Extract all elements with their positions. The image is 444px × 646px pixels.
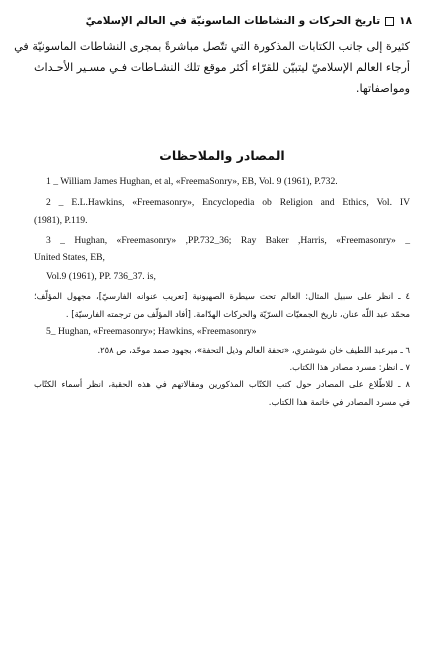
reference-8: ٨ ـ للاطّلاع على المصادر حول كتب الكتّاب المذكورين ومقالاتهم في هذه الحقبة، انظر أسماء الكتّاب	[34, 379, 410, 389]
running-title: تاريخ الحركات و النشاطات الماسونيّة في العالم الإسلاميّ	[85, 15, 381, 27]
reference-1: 1 _ William James Hughan, et al, «FreemaSonry», EB, Vol. 9 (1961), P.732.	[46, 176, 338, 187]
reference-4-cont: محمّد عبد اللّه عنان، تاريخ الجمعيّات السرّيّة والحركات الهدّامة. [أفاد المؤلّف من ترجمته الفارسيّة] .	[65, 309, 410, 319]
intro-line: كثيرة إلى جانب الكتابات المذكورة التي تتّصل مباشرةً بمجرى النشاطات الماسونيّة في	[14, 40, 410, 53]
reference-6: ٦ ـ ميرعبد اللطيف خان شوشتري، «تحفة العالم وذيل التحفة»، بجهود صمد موحّد، ص ٢٥٨.	[97, 345, 410, 355]
reference-3: 3 _ Hughan, «Freemasonry» ,PP.732_36; Ray Baker ,Harris, «Freemasonry» _	[46, 235, 410, 246]
reference-7: ٧ ـ انظر: مسرد مصادر هذا الكتاب.	[289, 362, 410, 372]
reference-5: 5_ Hughan, «Freemasonry»; Hawkins, «Freemasonry»	[46, 326, 257, 337]
reference-4: ٤ ـ انظر على سبيل المثال: العالم تحت سيطرة الصهيونية [تعريب عنوانه الفارسيّ]، مجهول المؤلّف؛	[34, 291, 410, 301]
running-header	[32, 12, 412, 30]
intro-line: ومواصفاتها.	[355, 82, 410, 95]
reference-3-cont: Vol.9 (1961), PP. 736_37. is,	[46, 271, 156, 282]
page-number: ١٨	[399, 15, 412, 27]
reference-2-cont: (1981), P.119.	[34, 215, 88, 226]
intro-paragraph	[14, 36, 410, 99]
reference-3-cont: United States, EB,	[34, 252, 105, 263]
reference-8-cont: في مسرد المصادر في خاتمة هذا الكتاب.	[268, 397, 410, 407]
reference-2: 2 _ E.L.Hawkins, «Freemasonry», Encyclopedia ob Religion and Ethics, Vol. IV	[46, 197, 410, 208]
section-title: المصادر والملاحظات	[159, 148, 285, 163]
square-bullet-icon	[385, 17, 394, 26]
intro-line: أرجاء العالم الإسلاميّ ليتبيّن للقرّاء أكثر موقع تلك النشـاطات فـي مسـير الأحـداث	[34, 61, 410, 74]
